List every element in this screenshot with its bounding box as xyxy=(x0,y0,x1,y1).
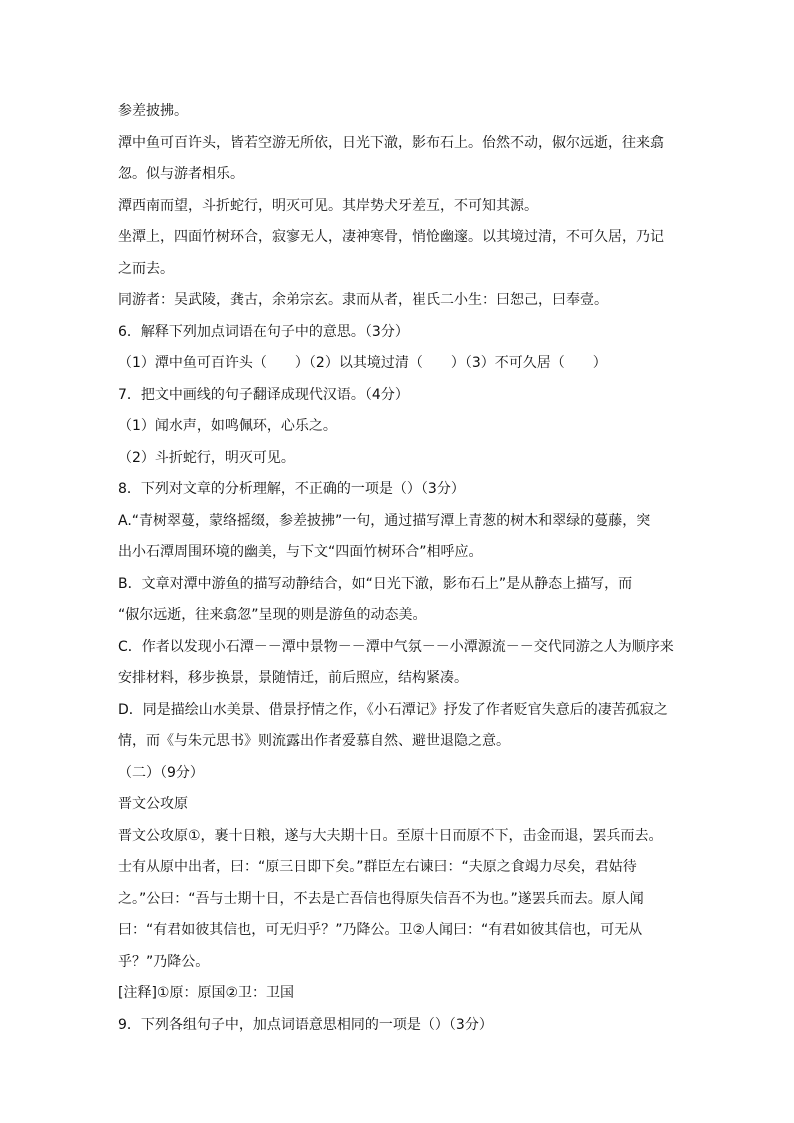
document-body xyxy=(118,96,678,1041)
option-d: D．同是描绘山水美景、借景抒情之作，《小石潭记》抒发了作者贬官失意后的凄苦孤寂之 xyxy=(118,701,668,718)
text-line: 参差披拂。 xyxy=(118,103,188,119)
passage-line: 士有从原中出者，曰：“原三日即下矣。”群臣左右谏曰：“夫原之食竭力尽矣，君姑待 xyxy=(118,859,637,875)
question-7-item-2: （2）斗折蛇行，明灭可见。 xyxy=(118,449,295,466)
text-line: 之而去。 xyxy=(118,260,174,277)
option-d-cont: 情，而《与朱元思书》则流露出作者爱慕自然、避世退隐之意。 xyxy=(118,733,510,749)
text-line: 潭西南而望，斗折蛇行，明灭可见。其岸势犬牙差互，不可知其源。 xyxy=(118,197,538,214)
question-9: 9．下列各组句子中，加点词语意思相同的一项是（）（3分） xyxy=(118,1016,493,1033)
passage-line: 之。”公曰：“吾与士期十日，不去是亡吾信也得原失信吾不为也。”遂罢兵而去。原人闻 xyxy=(118,890,644,907)
question-7: 7．把文中画线的句子翻译成现代汉语。（4分） xyxy=(118,386,409,403)
question-6: 6．解释下列加点词语在句子中的意思。（3分） xyxy=(118,323,409,340)
option-a-cont: 出小石潭周围环境的幽美，与下文“四面竹树环合”相呼应。 xyxy=(118,544,483,560)
passage-line: 曰：“有君如彼其信也，可无归乎？”乃降公。卫②人闻曰：“有君如彼其信也，可无从 xyxy=(118,922,643,938)
option-b: B．文章对潭中游鱼的描写动静结合，如“日光下澈，影布石上”是从静态上描写，而 xyxy=(118,575,633,592)
text-line: 潭中鱼可百许头，皆若空游无所依，日光下澈，影布石上。佁然不动，俶尔远逝，往来翕 xyxy=(118,134,664,151)
passage-line: 晋文公攻原①，裹十日粮，遂与大夫期十日。至原十日而原不下，击金而退，罢兵而去。 xyxy=(118,827,663,844)
text-line: 坐潭上，四面竹树环合，寂寥无人，凄神寒骨，悄怆幽邃。以其境过清，不可久居，乃记 xyxy=(118,229,664,245)
passage-title: 晋文公攻原 xyxy=(118,796,188,812)
question-6-items: （1）潭中鱼可百许头（ ）（2）以其境过清（ ）（3）不可久居（ ） xyxy=(118,355,607,371)
option-c-cont: 安排材料，移步换景，景随情迁，前后照应，结构紧凑。 xyxy=(118,670,468,686)
text-line: 同游者：吴武陵，龚古，余弟宗玄。隶而从者，崔氏二小生：曰恕己，曰奉壹。 xyxy=(118,292,608,308)
option-a: A.“青树翠蔓，蒙络摇缀，参差披拂”一句，通过描写潭上青葱的树木和翠绿的蔓藤，突 xyxy=(118,512,651,529)
section-heading: （二）（9分） xyxy=(118,764,204,781)
option-c: C．作者以发现小石潭－－潭中景物－－潭中气氛－－小潭源流－－交代同游之人为顺序来 xyxy=(118,638,674,655)
passage-line: 乎？”乃降公。 xyxy=(118,953,210,970)
question-7-item-1: （1）闻水声，如鸣佩环，心乐之。 xyxy=(118,418,337,434)
option-b-cont: “俶尔远逝，往来翕忽”呈现的则是游鱼的动态美。 xyxy=(118,607,427,623)
question-8: 8．下列对文章的分析理解，不正确的一项是（）（3分） xyxy=(118,481,465,497)
text-line: 忽。似与游者相乐。 xyxy=(118,166,244,182)
annotation-note: [注释]①原：原国②卫：卫国 xyxy=(118,985,295,1001)
